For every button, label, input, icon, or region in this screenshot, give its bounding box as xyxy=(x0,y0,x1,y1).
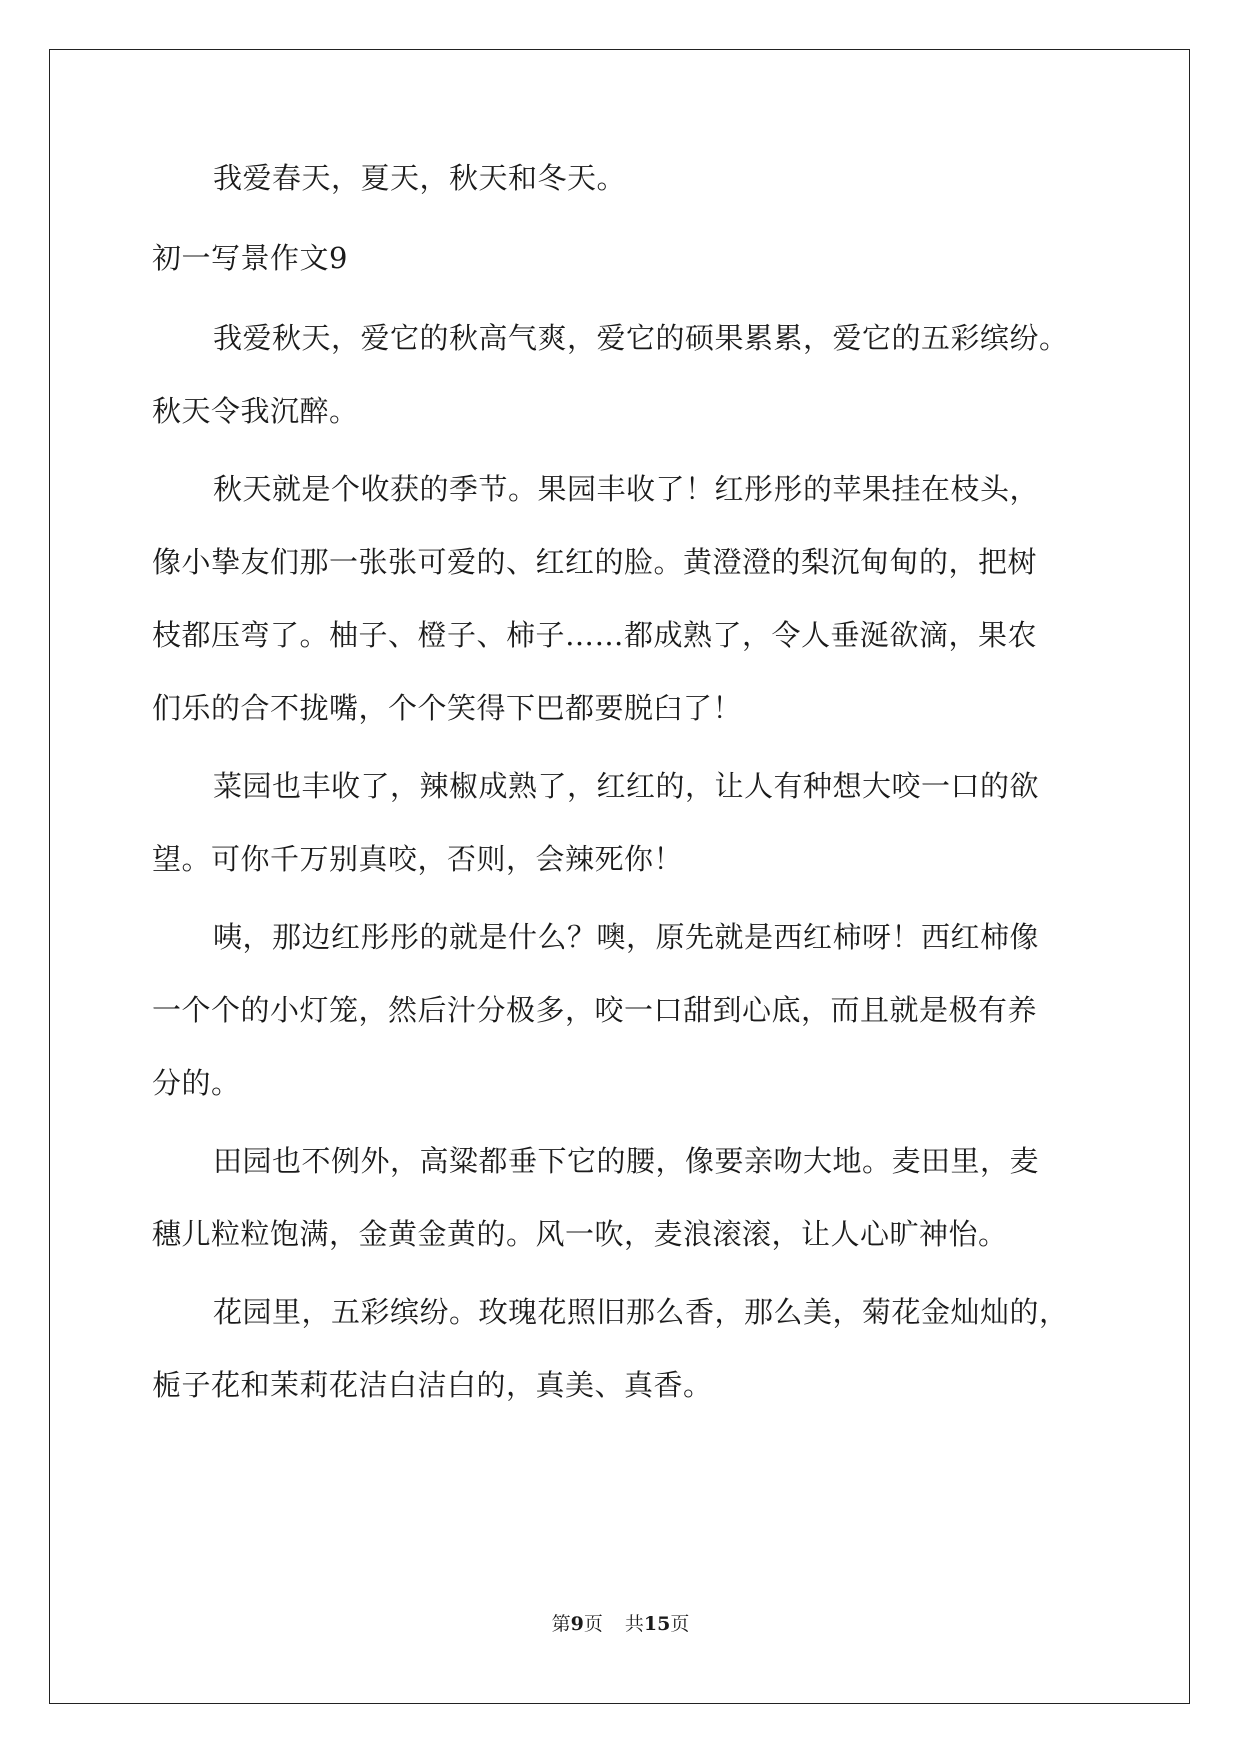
paragraph-line: 咦，那边红彤彤的就是什么？噢，原先就是西红柿呀！西红柿像 xyxy=(213,920,1040,954)
paragraph-line: 栀子花和茉莉花洁白洁白的，真美、真香。 xyxy=(152,1368,713,1402)
paragraph-line: 秋天令我沉醉。 xyxy=(152,394,359,428)
section-heading: 初一写景作文9 xyxy=(152,241,348,275)
page-suffix: 页 xyxy=(583,1613,603,1635)
paragraph-line: 分的。 xyxy=(152,1066,241,1100)
paragraph-line: 菜园也丰收了，辣椒成熟了，红红的，让人有种想大咬一口的欲 xyxy=(213,769,1040,803)
paragraph-line: 望。可你千万别真咬，否则，会辣死你！ xyxy=(152,842,684,876)
page-footer xyxy=(0,1612,1241,1636)
page-prefix: 第 xyxy=(551,1613,571,1635)
total-suffix: 页 xyxy=(670,1613,690,1635)
paragraph-line: 枝都压弯了。柚子、橙子、柿子……都成熟了，令人垂涎欲滴，果农 xyxy=(152,618,1038,652)
paragraph-line: 穗儿粒粒饱满，金黄金黄的。风一吹，麦浪滚滚，让人心旷神怡。 xyxy=(152,1217,1008,1251)
total-pages: 15 xyxy=(643,1613,671,1635)
paragraph-line: 花园里，五彩缤纷。玫瑰花照旧那么香，那么美，菊花金灿灿的， xyxy=(213,1295,1069,1329)
paragraph-line: 我爱秋天，爱它的秋高气爽，爱它的硕果累累，爱它的五彩缤纷。 xyxy=(213,321,1069,355)
paragraph-line: 们乐的合不拢嘴，个个笑得下巴都要脱臼了！ xyxy=(152,691,743,725)
total-prefix: 共 xyxy=(624,1613,644,1635)
paragraph-line: 田园也不例外，高粱都垂下它的腰，像要亲吻大地。麦田里，麦 xyxy=(213,1144,1040,1178)
paragraph-line: 像小挚友们那一张张可爱的、红红的脸。黄澄澄的梨沉甸甸的，把树 xyxy=(152,545,1038,579)
paragraph-line: 一个个的小灯笼，然后汁分极多，咬一口甜到心底，而且就是极有养 xyxy=(152,993,1038,1027)
page-number: 9 xyxy=(570,1613,584,1635)
paragraph-line: 秋天就是个收获的季节。果园丰收了！红彤彤的苹果挂在枝头， xyxy=(213,472,1040,506)
paragraph-line: 我爱春天，夏天，秋天和冬天。 xyxy=(213,161,627,195)
